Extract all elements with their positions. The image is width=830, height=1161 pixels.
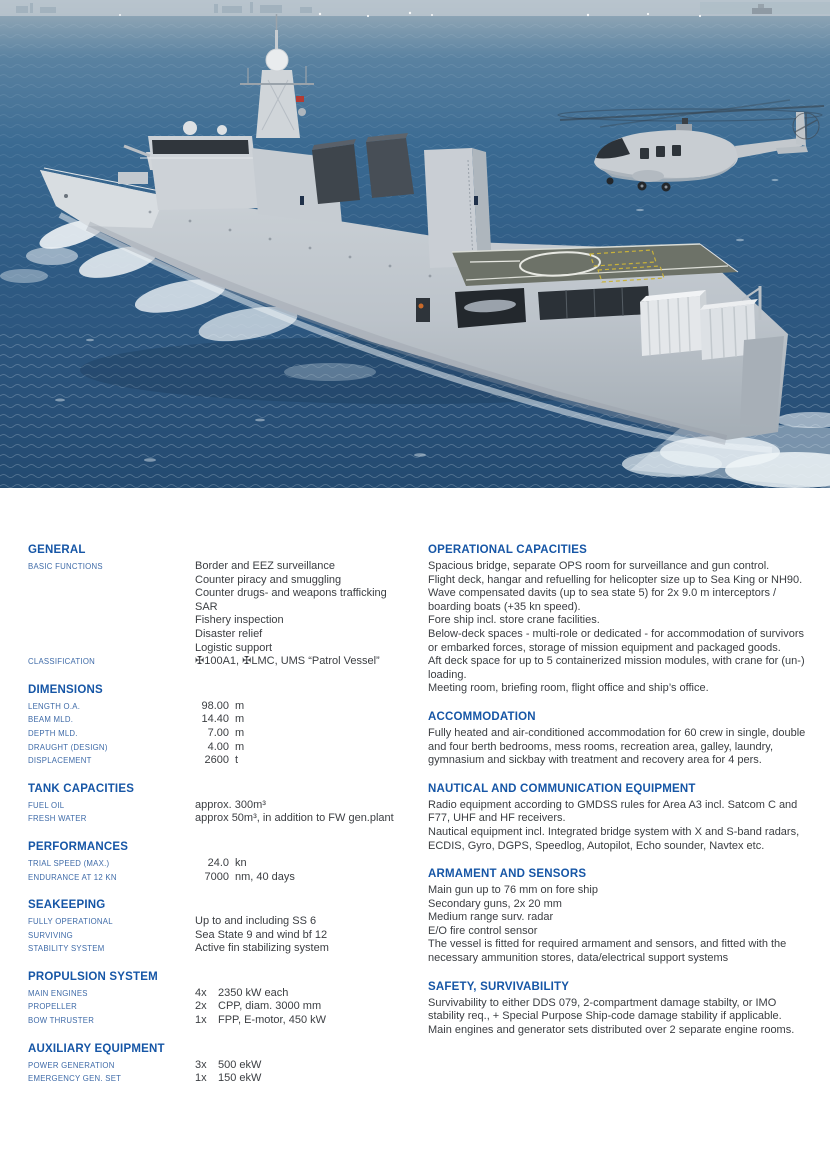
spec-section-performances <box>28 841 424 884</box>
spec-row <box>28 614 424 628</box>
section-heading: SAFETY, SURVIVABILITY <box>428 980 570 993</box>
paragraph: Spacious bridge, separate OPS room for surveillance and gun control. <box>428 560 770 572</box>
paragraph: Meeting room, briefing room, flight office and ship’s office. <box>428 682 709 695</box>
spec-label: BOW THRUSTER <box>28 1016 95 1026</box>
section-heading: OPERATIONAL CAPACITIES <box>428 544 588 556</box>
vessel-scene-illustration <box>0 0 830 488</box>
spec-number: 7.00 <box>207 726 229 739</box>
spec-unit: kn <box>235 856 247 869</box>
section-heading: SEAKEEPING <box>28 899 106 912</box>
spec-value <box>195 987 424 1001</box>
text-section-nautical-and-communication-equipment <box>428 783 814 853</box>
spec-value: Fishery inspection <box>195 614 284 627</box>
spec-label: POWER GENERATION <box>28 1060 115 1070</box>
spec-row <box>28 915 424 929</box>
spec-row <box>28 754 424 768</box>
spec-left-column <box>28 544 424 1101</box>
funnel-casing <box>424 148 492 268</box>
spec-value <box>195 1072 424 1086</box>
spec-number: 2600 <box>204 754 229 767</box>
spec-value: Border and EEZ surveillance <box>195 560 336 572</box>
spec-label: LENGTH O.A. <box>28 701 81 711</box>
spec-row <box>28 799 424 813</box>
paragraph: Main gun up to 76 mm on fore ship <box>428 884 598 897</box>
spec-text: 500 ekW <box>218 1058 262 1071</box>
spec-label: DRAUGHT (DESIGN) <box>28 742 108 752</box>
spec-value <box>195 857 424 871</box>
spec-right-column <box>428 544 814 1052</box>
paragraph: Fore ship incl. store crane facilities. <box>428 614 600 627</box>
spec-value: Logistic support <box>195 641 273 654</box>
spec-row <box>28 713 424 727</box>
spec-unit: m <box>235 699 245 712</box>
spec-value: approx 50m³, in addition to FW gen.plant <box>195 812 394 825</box>
spec-label: FRESH WATER <box>28 814 87 824</box>
spec-value: Counter piracy and smuggling <box>195 573 342 586</box>
paragraph: Fully heated and air-conditioned accommodation for 60 crew in single, double and four berth bedrooms, mess rooms, recreation area, galley, laundry, gymnasium and sickbay with treatment and recovery area for 4 pers. <box>428 726 806 767</box>
paragraph: Survivability to either DDS 079, 2-compartment damage stabilty, or IMO stability req., + Special Purpose Ship-code damage stability if applicable. <box>428 996 782 1023</box>
spec-row <box>28 871 424 885</box>
spec-section-dimensions <box>28 684 424 768</box>
radar-dish <box>298 108 306 116</box>
crew-figure-2 <box>300 196 304 205</box>
spec-label: FUEL OIL <box>28 800 65 810</box>
spec-row <box>28 587 424 601</box>
paragraph: Flight deck, hangar and refuelling for helicopter size up to Sea King or NH90. <box>428 573 803 586</box>
paragraph: Below-deck spaces - multi-role or dedicated - for accommodation of survivors or embarked forces, storage of mission equipment and packaged goods. <box>428 627 804 654</box>
spec-number: 14.40 <box>201 713 229 726</box>
aft-window-band <box>538 286 650 320</box>
sponson <box>632 170 664 182</box>
spec-row <box>28 1014 424 1028</box>
spec-unit: m <box>235 740 245 753</box>
spec-number: 4.00 <box>207 740 229 753</box>
section-heading: ARMAMENT AND SENSORS <box>428 868 587 881</box>
paragraph: Wave compensated davits (up to sea state 5) for 2x 9.0 m interceptors / boarding boats (+35 kn speed). <box>428 587 777 613</box>
section-heading: GENERAL <box>28 544 86 556</box>
spec-unit: nm, 40 days <box>235 870 295 883</box>
spec-row <box>28 1072 424 1086</box>
spec-value <box>195 1000 424 1014</box>
spec-row <box>28 574 424 588</box>
spec-row <box>28 942 424 956</box>
spec-quantity: 1x <box>195 1072 207 1085</box>
section-heading: PERFORMANCES <box>28 840 129 853</box>
spec-value: ✠100A1, ✠LMC, UMS “Patrol Vessel” <box>195 655 380 668</box>
satcom-dome-small <box>217 125 227 135</box>
spec-value <box>195 700 424 714</box>
anchor-hawse <box>64 194 68 198</box>
spec-text: 150 ekW <box>218 1072 262 1085</box>
spec-value <box>195 754 424 768</box>
paragraph: Aft deck space for up to 5 containerized mission modules, with crane for (un-) loading. <box>428 655 805 681</box>
spec-value: SAR <box>195 600 218 613</box>
spec-row <box>28 655 424 669</box>
spec-section-auxiliary-equipment <box>28 1043 424 1086</box>
spec-number: 98.00 <box>201 699 229 712</box>
spec-value: Disaster relief <box>195 627 263 640</box>
spec-row <box>28 1059 424 1073</box>
spec-section-seakeeping <box>28 899 424 956</box>
spec-section-propulsion-system <box>28 971 424 1028</box>
spec-label: DEPTH MLD. <box>28 728 78 738</box>
spec-section-general <box>28 544 424 669</box>
spec-row <box>28 601 424 615</box>
section-heading: AUXILIARY EQUIPMENT <box>28 1042 165 1055</box>
spec-row <box>28 741 424 755</box>
spec-row <box>28 727 424 741</box>
paragraph: Nautical equipment incl. Integrated bridge system with X and S-band radars, ECDIS, Gyro, DGPS, Speedlog, Autopilot, Echo sounder, Navtex etc. <box>428 825 800 852</box>
spec-unit: t <box>235 754 239 767</box>
spec-text: 2350 kW each <box>218 986 289 999</box>
section-heading: TANK CAPACITIES <box>28 782 135 795</box>
horizon-skyline <box>0 0 830 17</box>
spec-section-tank-capacities <box>28 783 424 826</box>
spec-label: BEAM MLD. <box>28 715 74 725</box>
boat-bay <box>455 288 526 328</box>
spec-label: TRIAL SPEED (MAX.) <box>28 858 110 868</box>
spec-label: SURVIVING <box>28 930 73 940</box>
spec-label: CLASSIFICATION <box>28 657 96 667</box>
text-section-armament-and-sensors <box>428 868 814 966</box>
text-section-operational-capacities <box>428 544 814 696</box>
section-heading: DIMENSIONS <box>28 683 103 696</box>
paragraph: Medium range surv. radar <box>428 911 554 924</box>
paragraph: The vessel is fitted for required armament and sensors, and fitted with the necessary ammunition stores, data/electrical support systems <box>428 938 787 965</box>
spec-label: FULLY OPERATIONAL <box>28 917 113 927</box>
spec-label: BASIC FUNCTIONS <box>28 562 103 571</box>
section-heading: NAUTICAL AND COMMUNICATION EQUIPMENT <box>428 782 696 795</box>
spec-value <box>195 741 424 755</box>
spec-value: Counter drugs- and weapons trafficking <box>195 587 387 600</box>
spec-label: STABILITY SYSTEM <box>28 944 105 954</box>
bridge-windows <box>152 140 249 154</box>
section-heading: PROPULSION SYSTEM <box>28 970 158 983</box>
spec-value: Sea State 9 and wind bf 12 <box>195 928 328 941</box>
side-door <box>416 298 430 322</box>
spec-unit: m <box>235 713 245 726</box>
spec-value <box>195 727 424 741</box>
text-section-safety-survivability <box>428 981 814 1038</box>
paragraph: E/O fire control sensor <box>428 924 538 937</box>
spec-value: Up to and including SS 6 <box>195 915 317 928</box>
text-section-accommodation <box>428 711 814 768</box>
paragraph: Secondary guns, 2x 20 mm <box>428 897 562 910</box>
spec-value <box>195 713 424 727</box>
spec-row <box>28 642 424 656</box>
spec-quantity: 4x <box>195 986 207 999</box>
spec-row <box>28 857 424 871</box>
hero-image <box>0 0 830 488</box>
paragraph: Radio equipment according to GMDSS rules for Area A3 incl. Satcom C and F77, UHF and HF receivers. <box>428 798 798 825</box>
satcom-dome <box>183 121 197 135</box>
spec-row <box>28 812 424 826</box>
spec-text: CPP, diam. 3000 mm <box>218 1000 322 1013</box>
spec-row <box>28 700 424 714</box>
crew-figure <box>474 196 478 205</box>
spec-value <box>195 871 424 885</box>
spec-value: Active fin stabilizing system <box>195 942 329 955</box>
spec-label: MAIN ENGINES <box>28 988 88 998</box>
spec-text: FPP, E-motor, 450 kW <box>218 1014 327 1027</box>
spec-row <box>28 560 424 574</box>
spec-value <box>195 1014 424 1028</box>
section-heading: ACCOMMODATION <box>428 710 536 723</box>
spec-value: approx. 300m³ <box>195 798 266 811</box>
spec-row <box>28 987 424 1001</box>
spec-row <box>28 1000 424 1014</box>
spec-unit: m <box>235 726 245 739</box>
signal-flag <box>296 96 304 102</box>
spec-number: 24.0 <box>207 856 229 869</box>
paragraph: Main engines and generator sets distributed over 2 separate engine rooms. <box>428 1023 795 1036</box>
spec-label: EMERGENCY GEN. SET <box>28 1074 122 1084</box>
spec-row <box>28 929 424 943</box>
spec-value <box>195 1059 424 1073</box>
spec-label: PROPELLER <box>28 1002 78 1012</box>
spec-quantity: 1x <box>195 1014 207 1027</box>
life-ring <box>419 304 424 309</box>
spec-label: ENDURANCE AT 12 KN <box>28 872 117 882</box>
spec-quantity: 2x <box>195 1000 207 1013</box>
spec-label: DISPLACEMENT <box>28 756 92 766</box>
spec-number: 7000 <box>204 870 229 883</box>
spec-row <box>28 628 424 642</box>
spec-quantity: 3x <box>195 1058 207 1071</box>
mast-radome <box>266 49 288 71</box>
